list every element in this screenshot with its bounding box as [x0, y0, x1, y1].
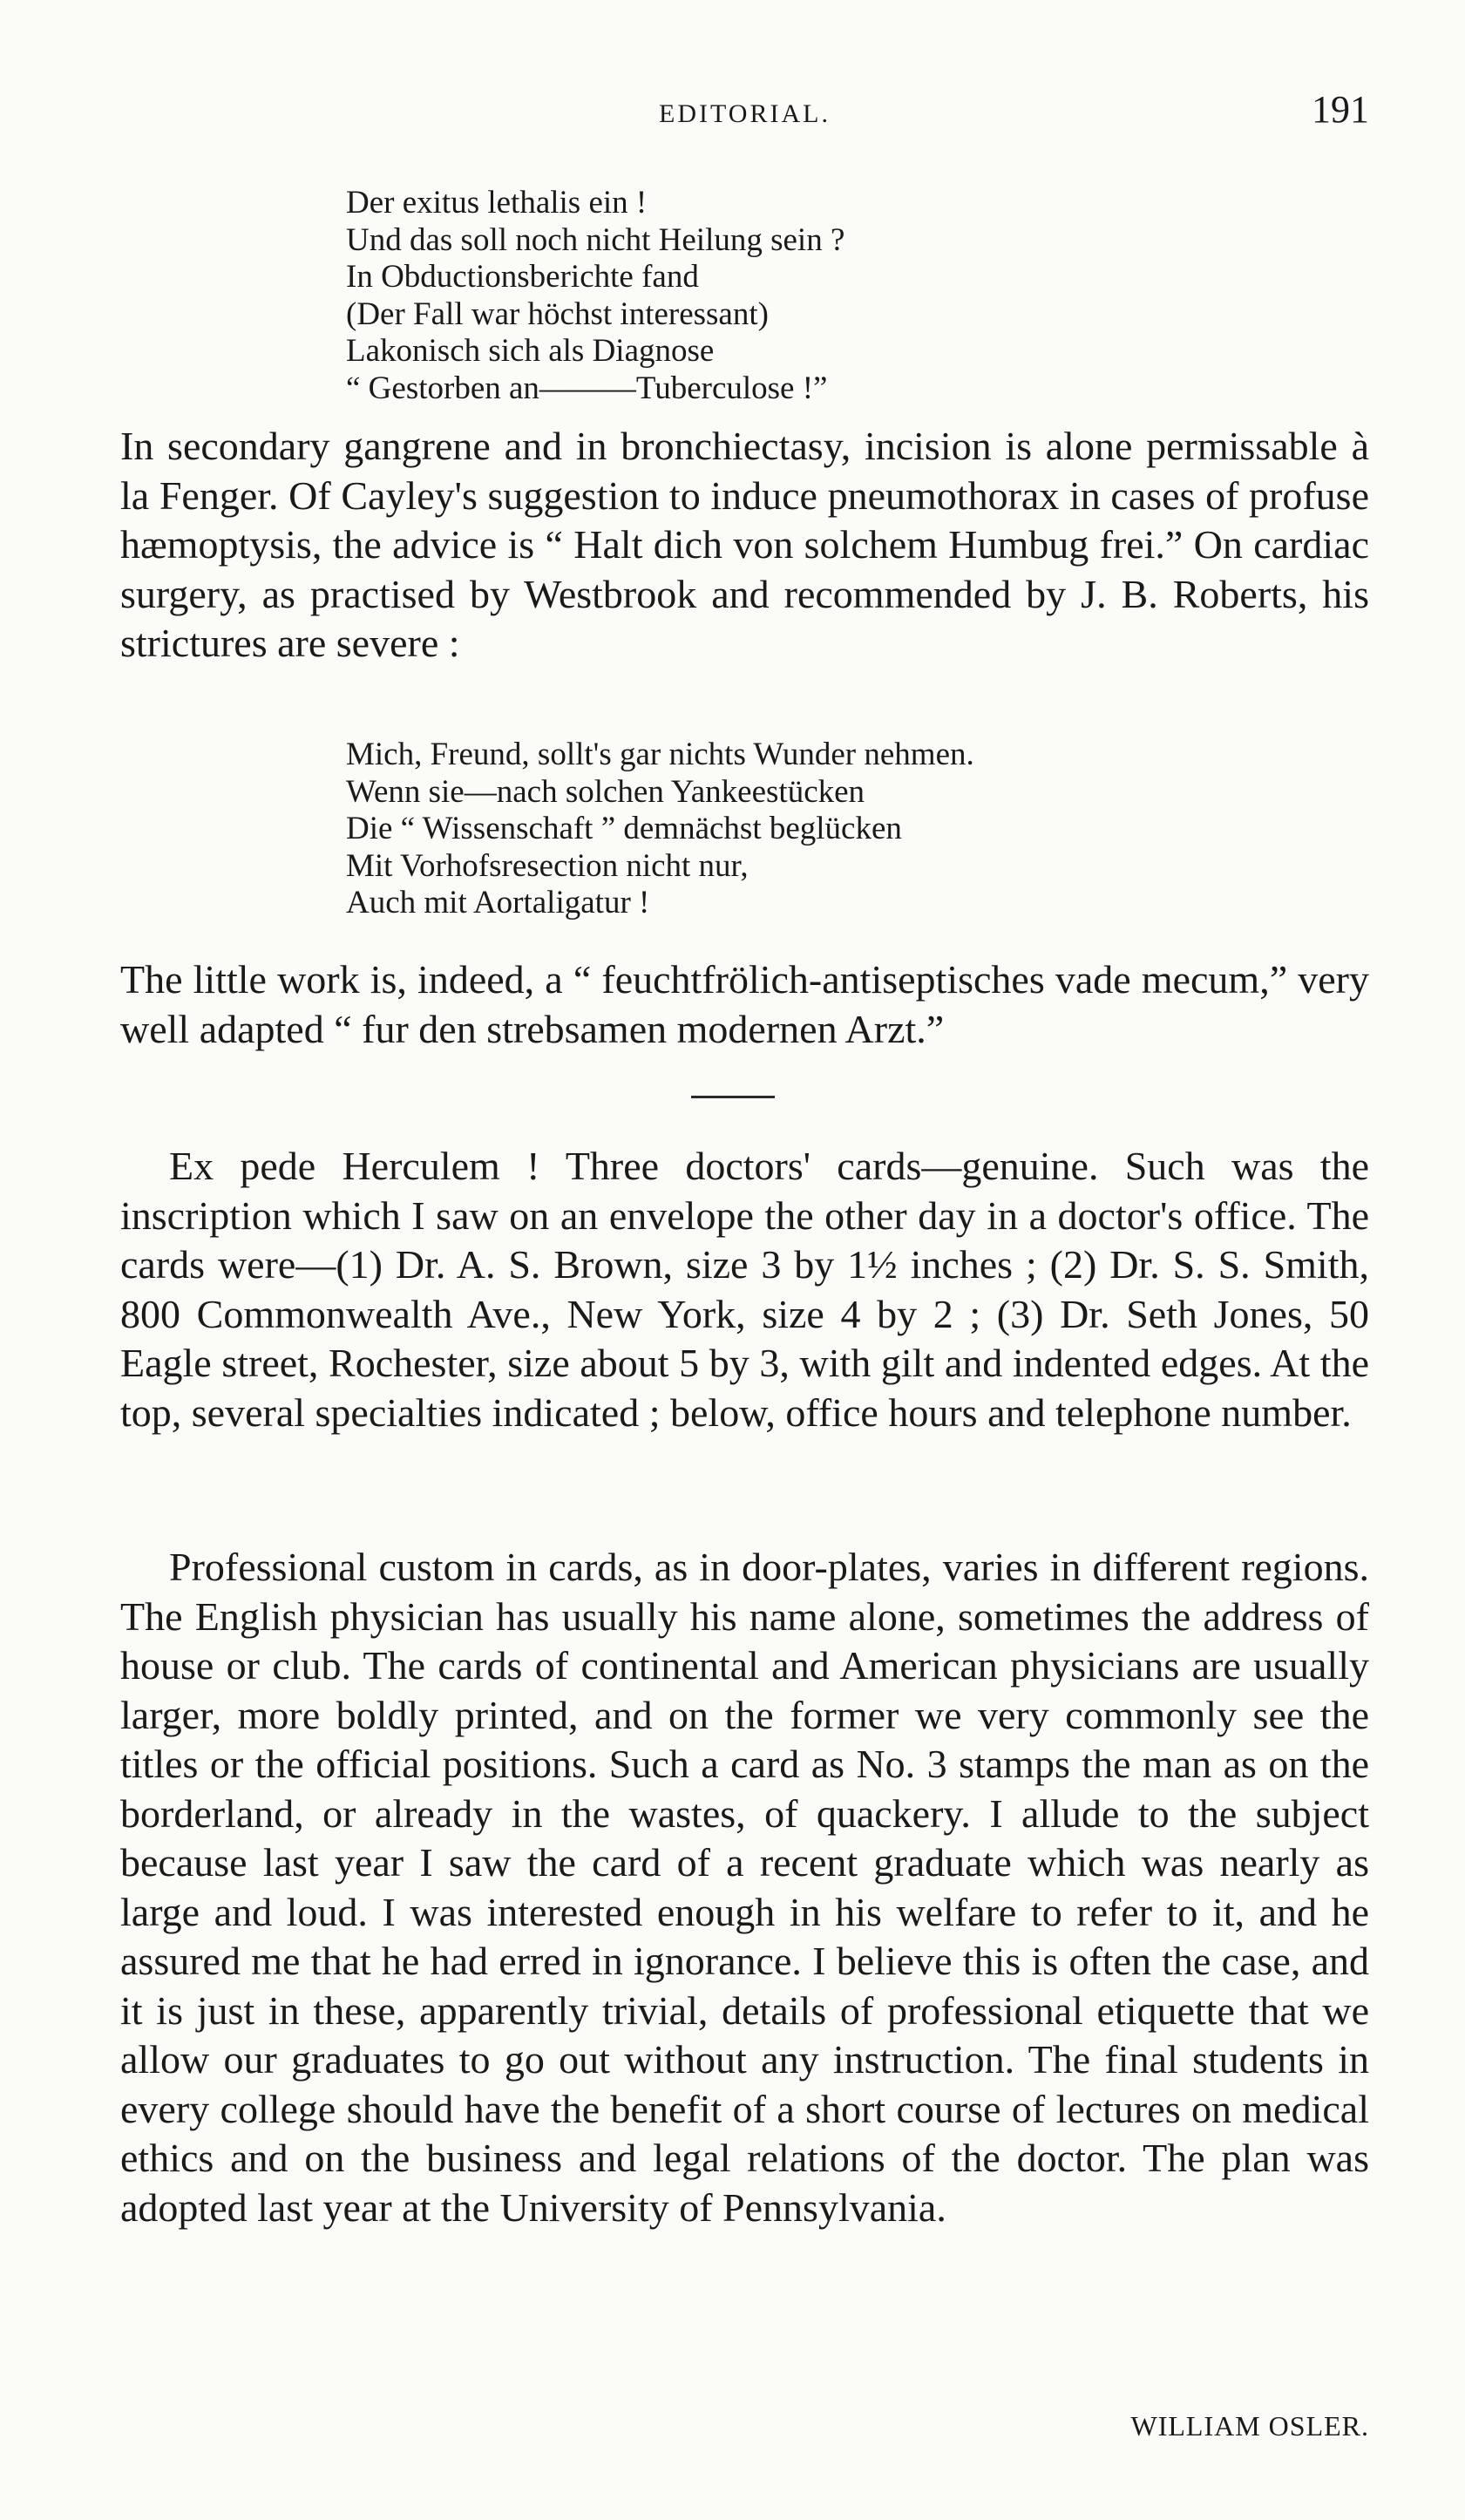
paragraph-text: In secondary gangrene and in bronchiectasy, incision is alone permissable à la Fenger. Of Cayley's suggestion to induce pneumothorax in cases of profuse hæmoptysis, the advice is “ Halt dich von solchem Humbug frei.” On cardiac surgery, as practised by Westbrook and recommended by J. B. Roberts, his strictures are severe :: [120, 424, 1369, 665]
verse-block-1: [346, 185, 844, 407]
verse-line: Mich, Freund, sollt's gar nichts Wunder nehmen.: [346, 737, 974, 772]
paragraph-text: Professional custom in cards, as in door-plates, varies in different regions. The English physician has usually his name alone, sometimes the address of house or club. The cards of continental and American physicians are usually larger, more boldly printed, and on the former we very commonly see the titles or the official positions. Such a card as No. 3 stamps the man as on the borderland, or already in the wastes, of quackery. I allude to the subject because last year I saw the card of a recent graduate which was nearly as large and loud. I was interested enough in his welfare to refer to it, and he assured me that he had erred in ignorance. I believe this is often the case, and it is just in these, apparently trivial, details of professional etiquette that we allow our graduates to go out without any instruction. The final students in every college should have the benefit of a short course of lectures on medical ethics and on the business and legal relations of the doctor. The plan was adopted last year at the University of Pennsylvania.: [120, 1545, 1369, 2230]
verse-line: In Obductionsberichte fand: [346, 259, 699, 295]
verse-line: (Der Fall war höchst interessant): [346, 295, 769, 332]
paragraph-text: The little work is, indeed, a “ feuchtfrölich-antiseptisches vade mecum,” very well adapted “ fur den strebsamen modernen Arzt.”: [120, 957, 1369, 1051]
paragraph-doctors-cards: [120, 1142, 1369, 1437]
paragraph-bronchiectasy: [120, 422, 1369, 669]
paragraph-professional-custom: [120, 1543, 1369, 2232]
paragraph-text: Ex pede Herculem ! Three doctors' cards—genuine. Such was the inscription which I saw on an envelope the other day in a doctor's office. The cards were—(1) Dr. A. S. Brown, size 3 by 1½ inches ; (2) Dr. S. S. Smith, 800 Commonwealth Ave., New York, size 4 by 2 ; (3) Dr. Seth Jones, 50 Eagle street, Rochester, size about 5 by 3, with gilt and indented edges. At the top, several specialties indicated ; below, office hours and telephone number.: [120, 1144, 1369, 1435]
page-header: [120, 87, 1369, 139]
running-head: EDITORIAL.: [659, 99, 831, 128]
verse-line: Mit Vorhofsresection nicht nur,: [346, 847, 749, 884]
verse-line: Wenn sie—nach solchen Yankeestücken: [346, 773, 865, 810]
verse-block-2: [346, 737, 974, 922]
paragraph-vade-mecum: [120, 955, 1369, 1054]
signature: WILLIAM OSLER.: [1130, 2410, 1369, 2442]
verse-line: Die “ Wissenschaft ” demnächst beglücken: [346, 811, 902, 846]
page-number: 191: [1312, 88, 1369, 131]
verse-line: Der exitus lethalis ein !: [346, 185, 648, 221]
section-divider: [691, 1096, 775, 1098]
verse-line: Lakonisch sich als Diagnose: [346, 333, 715, 369]
verse-line: Und das soll noch nicht Heilung sein ?: [346, 221, 845, 258]
verse-line: “ Gestorben an———Tuberculose !”: [346, 370, 828, 406]
verse-line: Auch mit Aortaligatur !: [346, 885, 650, 920]
